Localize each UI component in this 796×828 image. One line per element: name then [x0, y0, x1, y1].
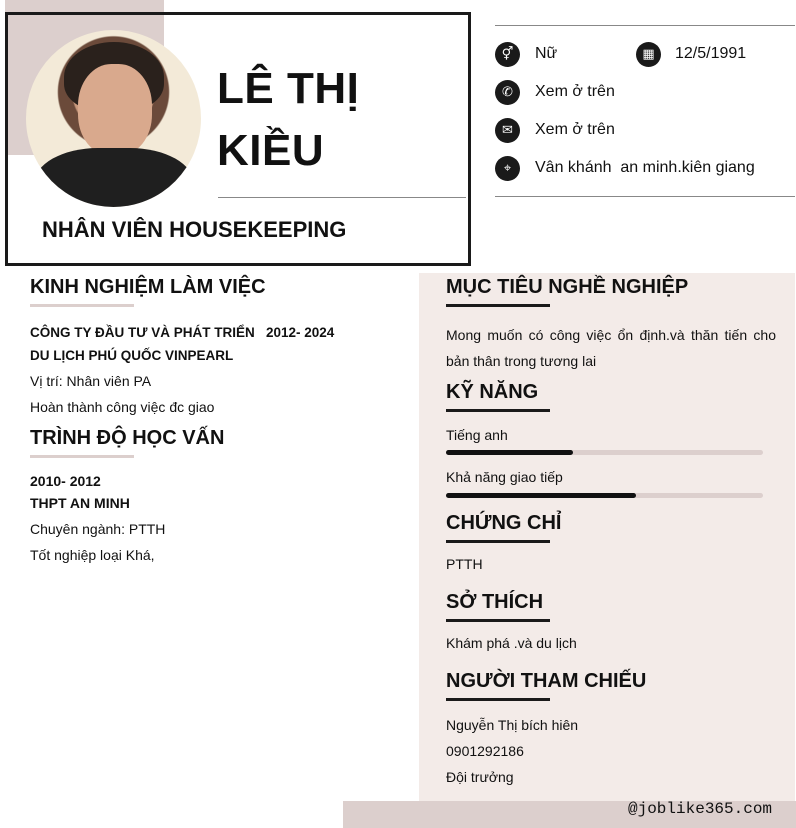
hobbies-section [446, 591, 776, 651]
name-divider [218, 197, 466, 198]
skills-section [446, 381, 776, 498]
experience-title: KINH NGHIỆM LÀM VIỆC [30, 276, 266, 298]
gender-value: Nữ [535, 45, 558, 62]
phone-icon: ✆ [495, 80, 520, 105]
contact-gender [495, 40, 557, 68]
avatar [26, 30, 201, 207]
job-title: NHÂN VIÊN HOUSEKEEPING [42, 217, 347, 242]
reference-name: Nguyễn Thị bích hiên [446, 717, 579, 733]
skill-label: Tiếng anh [446, 427, 508, 443]
contact-bottom-divider [495, 196, 795, 197]
hobbies-title: SỞ THÍCH [446, 591, 544, 613]
birthday-value: 12/5/1991 [675, 45, 747, 62]
hobbies-underline [446, 619, 550, 622]
education-section [30, 427, 410, 568]
reference-phone: 0901292186 [446, 743, 524, 759]
contact-top-divider [495, 25, 795, 26]
contact-birthday [636, 40, 746, 68]
contact-phone [495, 78, 615, 106]
reference-title: NGƯỜI THAM CHIẾU [446, 670, 647, 692]
certificates-text: PTTH [446, 556, 483, 572]
education-grade: Tốt nghiệp loại Khá, [30, 547, 155, 563]
experience-underline [30, 304, 134, 307]
reference-section [446, 670, 776, 790]
email-value: Xem ở trên [535, 121, 615, 138]
contact-address [495, 154, 755, 182]
candidate-name [217, 58, 457, 182]
education-school: THPT AN MINH [30, 495, 130, 511]
company-line-2: DU LỊCH PHÚ QUỐC VINPEARL [30, 348, 234, 363]
experience-section [30, 276, 410, 420]
objective-section [446, 276, 776, 374]
experience-period: 2012- 2024 [266, 325, 335, 340]
objective-text: Mong muốn có công việc ổn định.và thăn tiến cho bản thân trong tương lai [446, 327, 776, 369]
reference-role: Đội trưởng [446, 769, 514, 785]
objective-title: MỤC TIÊU NGHỀ NGHIỆP [446, 276, 689, 298]
skill-label: Khả năng giao tiếp [446, 469, 563, 485]
skills-underline [446, 409, 550, 412]
mail-icon: ✉ [495, 118, 520, 143]
name-line-2: KIỀU [217, 126, 325, 175]
gender-icon: ⚥ [495, 42, 520, 67]
skill-bar-track [446, 493, 763, 498]
certificates-underline [446, 540, 550, 543]
experience-position: Vị trí: Nhân viên PA [30, 373, 152, 389]
skill-bar-fill [446, 493, 636, 498]
location-icon: ⌖ [495, 156, 520, 181]
company-line-1: CÔNG TY ĐẦU TƯ VÀ PHÁT TRIỂN [30, 325, 255, 340]
contact-email [495, 116, 615, 144]
calendar-icon: ▦ [636, 42, 661, 67]
education-title: TRÌNH ĐỘ HỌC VẤN [30, 427, 225, 449]
phone-value: Xem ở trên [535, 83, 615, 100]
certificates-title: CHỨNG CHỈ [446, 512, 562, 534]
skill-bar-track [446, 450, 763, 455]
reference-underline [446, 698, 550, 701]
experience-description: Hoàn thành công việc đc giao [30, 399, 215, 415]
objective-underline [446, 304, 550, 307]
name-line-1: LÊ THỊ [217, 64, 360, 113]
certificates-section [446, 512, 776, 572]
education-major: Chuyên ngành: PTTH [30, 521, 166, 537]
hobbies-text: Khám phá .và du lịch [446, 635, 577, 651]
skill-bar-fill [446, 450, 573, 455]
education-period: 2010- 2012 [30, 473, 101, 489]
address-value: Vân khánh an minh.kiên giang [535, 159, 755, 176]
watermark-text: @joblike365.com [628, 800, 773, 818]
skills-title: KỸ NĂNG [446, 381, 539, 403]
education-underline [30, 455, 134, 458]
